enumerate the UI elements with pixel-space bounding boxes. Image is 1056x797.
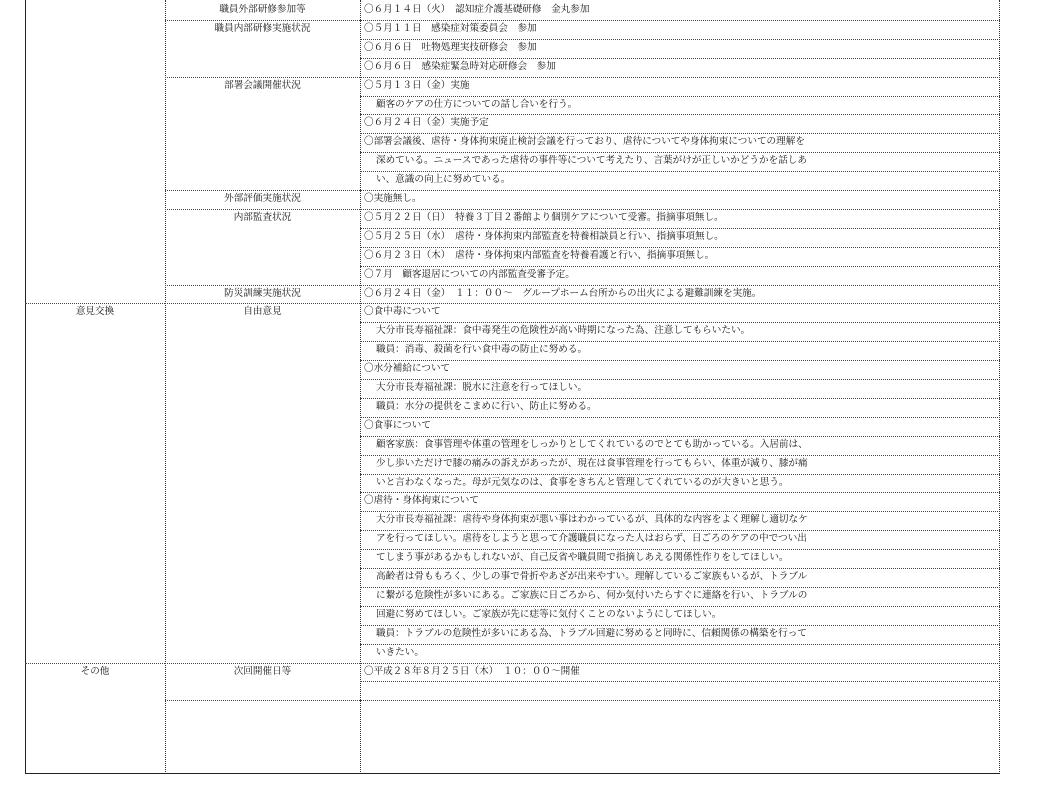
- content-line: 〇実施無し。: [364, 193, 422, 204]
- row-separator: [360, 247, 1000, 248]
- category-column-divider: [165, 0, 166, 774]
- row-separator: [360, 587, 1000, 588]
- row-separator: [360, 530, 1000, 531]
- section-separator: [165, 77, 360, 78]
- category-separator: [25, 663, 165, 664]
- row-separator: [360, 436, 1000, 437]
- section-separator: [165, 20, 360, 21]
- category-label: その他: [80, 665, 110, 677]
- content-line: 〇６月２４日（金）実施予定: [364, 117, 489, 129]
- row-separator: [360, 681, 1000, 682]
- content-line: 〇６月６日 感染症緊急時対応研修会 参加: [364, 60, 556, 72]
- content-line: 〇５月２５日（水） 虐待・身体拘束内部監査を特養相談員と行い、指摘事項無し。: [364, 230, 724, 242]
- row-separator: [360, 39, 1000, 40]
- content-line: 回避に努めてほしい。ご家族が先に痣等に気付くことのないようにしてほしい。: [376, 608, 722, 620]
- row-separator: [360, 455, 1000, 456]
- content-line: 〇６月２３日（木） 虐待・身体拘束内部監査を特養看護と行い、指摘事項無し。: [364, 249, 715, 261]
- row-separator: [360, 228, 1000, 229]
- row-separator: [360, 303, 1000, 304]
- row-separator: [360, 606, 1000, 607]
- row-separator: [360, 133, 1000, 134]
- content-line: 大分市長寿福祉課：食中毒発生の危険性が高い時期になった為、注意してもらいたい。: [376, 325, 751, 337]
- content-line: いきたい。: [376, 646, 424, 658]
- section-separator: [165, 190, 360, 191]
- content-line: 〇食事について: [364, 419, 431, 431]
- table-left-border: [25, 0, 26, 774]
- content-line: 〇６月６日 吐物処理実技研修会 参加: [364, 41, 537, 53]
- row-separator: [360, 322, 1000, 323]
- content-line: 〇虐待・身体拘束について: [364, 495, 479, 507]
- section-separator: [165, 663, 360, 664]
- row-separator: [360, 549, 1000, 550]
- content-line: 〇水分補給について: [364, 363, 451, 375]
- category-label: 意見交換: [75, 306, 115, 318]
- content-line: 顧客家族：食事管理や体重の管理をしっかりとしてくれているのでとても助かっている。入居前は、: [376, 438, 808, 450]
- content-line: 〇部署会議後、虐待・身体拘束廃止検討会議を行っており、虐待についてや身体拘束についての理解を: [364, 136, 805, 148]
- content-line: 職員：消毒、殺菌を行い食中毒の防止に努める。: [376, 344, 588, 356]
- row-separator: [360, 341, 1000, 342]
- content-line: 〇５月２２日（日） 特養３丁目２番館より個別ケアについて受審。指摘事項無し。: [364, 211, 724, 223]
- content-line: 〇６月２４日（金） １１：００～ グループホーム台所からの出火による避難訓練を実施。: [364, 287, 762, 299]
- row-separator: [360, 285, 1000, 286]
- row-separator: [360, 77, 1000, 78]
- content-line: いと言わなくなった。母が元気なのは、食事をきちんと管理してくれているのが大きいと思う。: [376, 476, 789, 488]
- row-separator: [360, 398, 1000, 399]
- content-line: 〇５月１１日 感染症対策委員会 参加: [364, 22, 537, 34]
- row-separator: [360, 644, 1000, 645]
- content-line: 職員：水分の提供をこまめに行い、防止に努める。: [376, 400, 597, 412]
- row-separator: [360, 360, 1000, 361]
- row-separator: [360, 625, 1000, 626]
- row-separator: [360, 511, 1000, 512]
- content-line: 〇６月１４日（火） 認知症介護基礎研修 金丸参加: [364, 4, 590, 15]
- table-right-border: [999, 0, 1000, 774]
- section-label: 部署会議開催状況: [224, 79, 301, 91]
- section-separator: [165, 209, 360, 210]
- row-separator: [360, 58, 1000, 59]
- row-separator: [360, 190, 1000, 191]
- content-line: に繋がる危険性が多いにある。ご家族に日ごろから、何か気付いたらすぐに連絡を行い、トラブルの: [376, 589, 808, 601]
- section-label: 自由意見: [243, 306, 282, 318]
- section-separator: [165, 700, 360, 701]
- section-label: 内部監査状況: [233, 211, 292, 223]
- row-separator: [360, 20, 1000, 21]
- content-line: 〇７月 顧客退居についての内部監査受審予定。: [364, 268, 575, 280]
- content-line: 高齢者は骨ももろく、少しの事で骨折やあざが出来やすい。理解しているご家族もいるが、トラブル: [376, 571, 808, 582]
- content-line: 顧客のケアの仕方についての話し合いを行う。: [376, 98, 578, 110]
- section-separator: [165, 285, 360, 286]
- label-column-divider: [360, 0, 361, 774]
- content-line: 〇平成２８年８月２５日（木） １０：００～開催: [364, 665, 580, 677]
- content-line: い、意識の向上に努めている。: [376, 174, 511, 186]
- section-label: 次回開催日等: [233, 665, 292, 677]
- table-bottom-border: [25, 773, 1000, 774]
- content-line: 少し歩いただけで膝の痛みの訴えがあったが、現在は食事管理を行ってもらい、体重が減り、膝が痛: [376, 457, 808, 469]
- content-line: てしまう事があるかもしれないが、自己反省や職員間で指摘しあえる関係性作りをしてほしい。: [376, 552, 789, 564]
- section-label: 職員内部研修実施状況: [214, 22, 311, 34]
- content-line: 深めている。ニュースであった虐待の事件等について考えたり、言葉がけが正しいかどうかを話しあ: [376, 155, 807, 167]
- row-separator: [360, 417, 1000, 418]
- section-separator: [165, 303, 360, 304]
- row-separator: [360, 663, 1000, 664]
- row-separator: [360, 266, 1000, 267]
- section-label: 外部評価実施状況: [224, 193, 301, 204]
- content-line: 〇５月１３日（金）実施: [364, 79, 470, 91]
- row-separator: [360, 474, 1000, 475]
- row-separator: [360, 96, 1000, 97]
- content-line: 〇食中毒について: [364, 306, 441, 318]
- row-separator: [360, 152, 1000, 153]
- row-separator: [360, 379, 1000, 380]
- section-label: 防災訓練実施状況: [224, 287, 301, 299]
- content-line: 大分市長寿福祉課：虐待や身体拘束が悪い事はわかっているが、具体的な内容をよく理解し適切なケ: [376, 514, 808, 526]
- row-separator: [360, 209, 1000, 210]
- row-separator: [360, 700, 1000, 701]
- content-line: アを行ってほしい。虐待をしようと思って介護職員になった人はおらず、日ごろのケアの中でつい出: [376, 533, 807, 545]
- minutes-table: [25, 0, 1000, 774]
- row-separator: [360, 568, 1000, 569]
- category-separator: [25, 303, 165, 304]
- row-separator: [360, 114, 1000, 115]
- row-separator: [360, 492, 1000, 493]
- content-line: 職員：トラブルの危険性が多いにある為、トラブル回避に努めると同時に、信頼関係の構築を行って: [376, 627, 807, 639]
- content-line: 大分市長寿福祉課：脱水に注意を行ってほしい。: [376, 382, 588, 393]
- row-separator: [360, 171, 1000, 172]
- section-label: 職員外部研修参加等: [219, 4, 306, 15]
